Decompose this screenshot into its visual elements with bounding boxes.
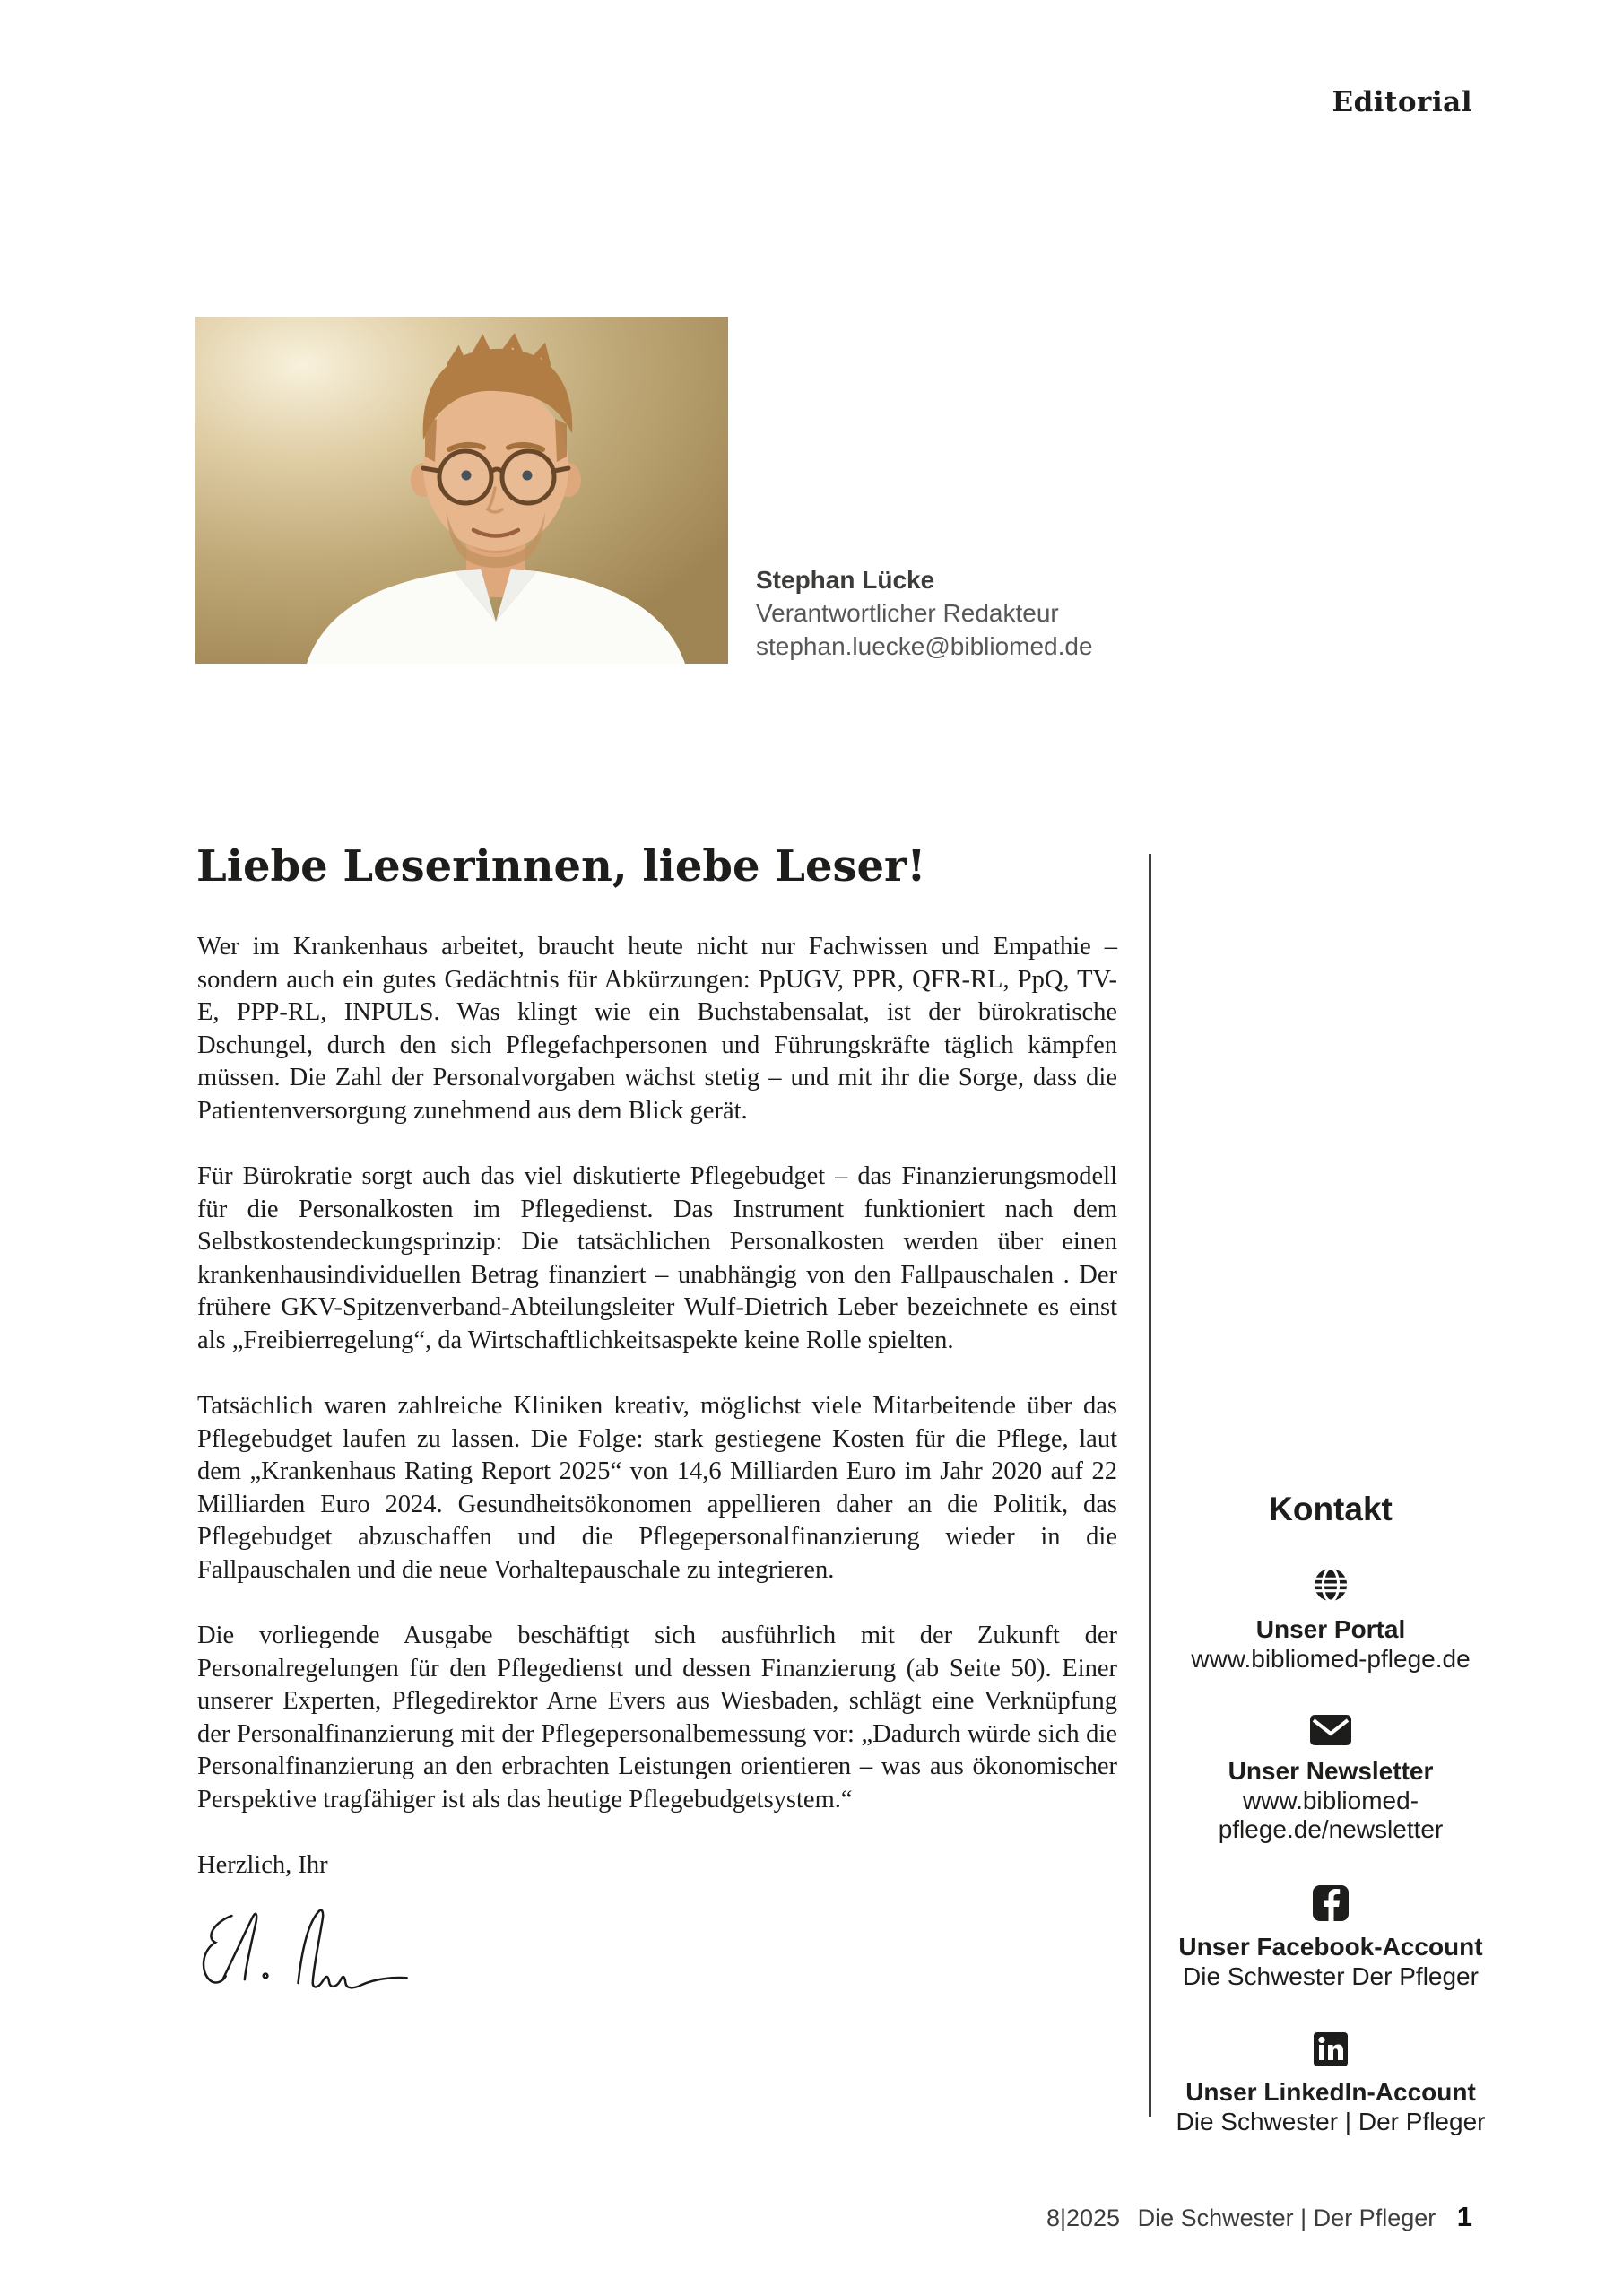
kontakt-item-label: Unser Newsletter — [1228, 1757, 1434, 1785]
kontakt-item-label: Unser Facebook-Account — [1178, 1933, 1483, 1961]
portrait-illustration — [195, 317, 728, 664]
kontakt-item-value[interactable]: www.bibliomed-pflege.de — [1191, 1645, 1471, 1673]
kontakt-sidebar — [1160, 1491, 1501, 2178]
article-body — [197, 931, 1117, 2017]
author-email[interactable]: stephan.luecke@bibliomed.de — [756, 632, 1093, 660]
kontakt-item-label: Unser Portal — [1255, 1615, 1406, 1643]
article-paragraph-1: Wer im Krankenhaus arbeitet, braucht heute nicht nur Fachwissen und Empathie – sondern auch ein gutes Gedächtnis für Abkürzungen: PpUGV, PPR, QFR-RL, PpQ, TV-E, PPP-RL, INPULS. Was klingt wie ein Buchstabensalat, ist der bürokratische Dschungel, durch den sich Pflegefachpersonen und Führungskräfte täglich kämpfen müssen. Die Zahl der Personalvorgaben wächst stetig – und mit ihr die Sorge, dass die Patientenversorgung zunehmend aus dem Blick gerät. — [197, 933, 1117, 1125]
article-paragraph-3: Tatsächlich waren zahlreiche Kliniken kreativ, möglichst viele Mitarbeitende über das Pflegebudget laufen zu lassen. Die Folge: stark gestiegene Kosten für die Pflege, laut dem „Krankenhaus Rating Report 2025“ von 14,6 Milliarden Euro im Jahr 2020 auf 22 Milliarden Euro 2024. Gesundheitsökonomen appellieren daher an die Politik, das Pflegebudget abzuschaffen und die Pflegepersonalfinanzierung wieder in die Fallpauschalen und die neue Vorhaltepauschale zu integrieren. — [197, 1392, 1117, 1584]
section-label: Editorial — [1332, 86, 1472, 118]
article-headline: Liebe Leserinnen, liebe Leser! — [196, 841, 926, 891]
globe-icon — [1312, 1566, 1350, 1604]
footer-page-number: 1 — [1456, 2201, 1472, 2232]
envelope-icon — [1310, 1715, 1351, 1745]
footer-magazine: Die Schwester | Der Pfleger — [1137, 2205, 1436, 2231]
author-photo — [195, 317, 728, 664]
author-name: Stephan Lücke — [756, 566, 935, 594]
linkedin-icon — [1314, 2032, 1348, 2066]
author-caption — [756, 563, 1093, 663]
kontakt-item-label: Unser LinkedIn-Account — [1185, 2078, 1476, 2106]
article-paragraph-2: Für Bürokratie sorgt auch das viel diskutierte Pflegebudget – das Finanzierungsmodell für die Personalkosten im Pflegedienst. Das Instrument funktioniert nach dem Selbstkostendeckungsprinzip: Die tatsächlichen Personalkosten werden über einen krankenhausindividuellen Betrag finanziert – unabhängig von den Fallpauschalen . Der frühere GKV-Spitzenverband-Abteilungsleiter Wulf-Dietrich Leber bezeichnete es einst als „Freibierregelung“, da Wirtschaftlichkeitsaspekte keine Rolle spielten. — [197, 1162, 1117, 1354]
closing-salutation: Herzlich, Ihr — [197, 1851, 328, 1879]
kontakt-item-value[interactable]: Die Schwester | Der Pfleger — [1176, 2108, 1486, 2135]
kontakt-item-portal[interactable] — [1160, 1566, 1501, 1674]
kontakt-item-facebook[interactable] — [1160, 1885, 1501, 1991]
kontakt-item-value[interactable]: www.bibliomed-pflege.de/newsletter — [1218, 1787, 1444, 1843]
kontakt-item-newsletter[interactable] — [1160, 1715, 1501, 1844]
signature-image — [197, 1892, 1117, 2018]
sidebar-divider — [1149, 854, 1151, 2117]
kontakt-item-value[interactable]: Die Schwester Der Pfleger — [1183, 1962, 1479, 1990]
footer-issue: 8|2025 — [1046, 2205, 1121, 2231]
facebook-icon — [1313, 1885, 1349, 1921]
author-role: Verantwortlicher Redakteur — [756, 599, 1059, 627]
article-paragraph-4: Die vorliegende Ausgabe beschäftigt sich ausführlich mit der Zukunft der Personalregelungen für den Pflegedienst und dessen Finanzierung (ab Seite 50). Einer unserer Experten, Pflegedirektor Arne Evers aus Wiesbaden, schlägt eine Verknüpfung der Personalfinanzierung mit der Pflegepersonalbemessung vor: „Dadurch würde sich die Personalfinanzierung an den erbrachten Leistungen orientieren – was aus ökonomischer Perspektive tragfähiger ist als das heutige Pflegebudgetsystem.“ — [197, 1622, 1117, 1813]
kontakt-title: Kontakt — [1269, 1491, 1393, 1527]
page-footer — [1046, 2201, 1472, 2233]
kontakt-item-linkedin[interactable] — [1160, 2032, 1501, 2136]
